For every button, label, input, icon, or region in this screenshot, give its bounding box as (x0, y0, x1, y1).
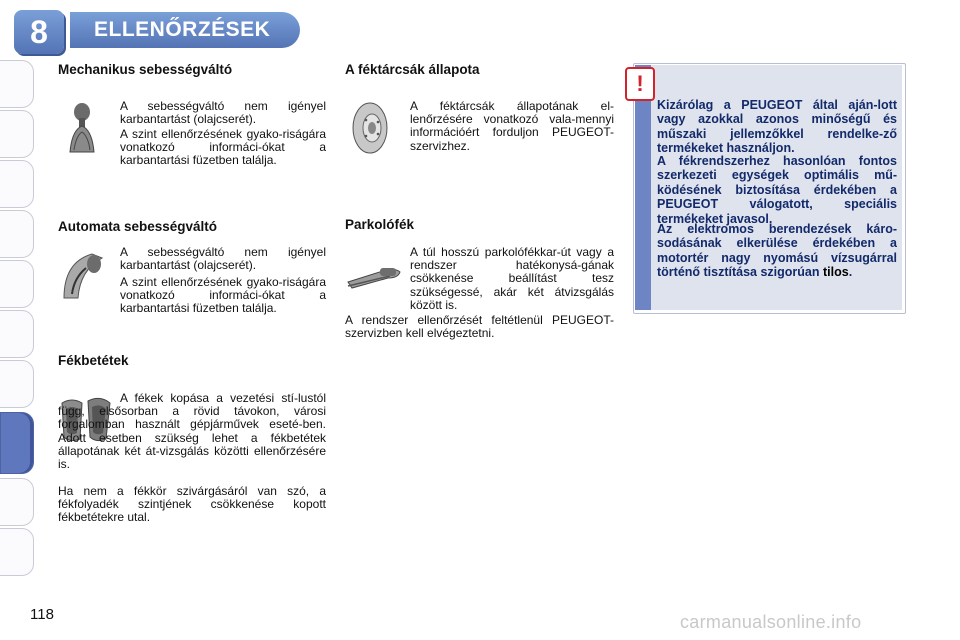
heading-brake-discs: A féktárcsák állapota (345, 62, 480, 77)
warning-exclamation-icon: ! (625, 67, 655, 101)
chapter-number-badge: 8 (14, 10, 64, 54)
brake-pads-text-1: A fékek kopása a vezetési stí-lustól függ, elsősorban a rövid távokon, városi forgalomban használt gépjárművek eseté-ben. Adott esetben szükség lehet a fékbetétek állapotának két át-vizsgálás közötti ellenőrzésére is. (58, 391, 326, 472)
warning-paragraph-3 (657, 222, 897, 280)
warning-paragraph-3-end: . (848, 265, 853, 280)
brake-pads-paragraph-2: Ha nem a fékkör szivárgásáról van szó, a fékfolyadék szintjének csökkenése kopott fékbetétekre utal. (58, 484, 326, 525)
parking-brake-paragraph-1: A túl hosszú parkolófékkar-út vagy a rendszer hatékonysá-gának csökkenése beállítást tesz szükségessé, akár két átvizsgálás között is. (410, 245, 614, 312)
automatic-gearbox-paragraph-2: A szint ellenőrzésének gyako-riságára vonatkozó informáci-ókat a karbantartási füzetben találja. (120, 275, 326, 316)
manual-gearbox-paragraph-1: A sebességváltó nem igényel karbantartást (olajcserét). (120, 99, 326, 127)
automatic-selector-icon (58, 248, 108, 304)
watermark: carmanualsonline.info (680, 612, 862, 632)
warning-paragraph-1: Kizárólag a PEUGEOT által aján-lott vagy azokkal azonos minőségű és műszaki jellemzőkkel rendelke-ző termékeket használjon. (657, 98, 897, 156)
heading-manual-gearbox: Mechanikus sebességváltó (58, 62, 233, 77)
page-number: 118 (30, 606, 54, 623)
gear-lever-icon (62, 100, 102, 156)
manual-gearbox-paragraph-2: A szint ellenőrzésének gyako-riságára vonatkozó informáci-ókat a karbantartási füzetben találja. (120, 127, 326, 168)
parking-brake-lever-icon (346, 252, 404, 292)
thumb-tab-10 (0, 528, 34, 576)
thumb-tab-5 (0, 260, 34, 308)
warning-box-strip (635, 65, 651, 310)
page-title: ELLENŐRZÉSEK (70, 12, 300, 48)
thumb-tab-9 (0, 478, 34, 526)
heading-brake-pads: Fékbetétek (58, 353, 129, 368)
brake-disc-icon (350, 100, 392, 156)
thumb-tab-1 (0, 60, 34, 108)
heading-parking-brake: Parkolófék (345, 217, 415, 232)
warning-paragraph-2: A fékrendszerhez hasonlóan fontos szerkezeti egységek optimális mű-ködésének biztosítása érdekében a PEUGEOT válogatott, speciális termékeket javasol. (657, 154, 897, 226)
thumb-tab-7 (0, 360, 34, 408)
thumb-tab-6 (0, 310, 34, 358)
brake-discs-paragraph-1: A féktárcsák állapotának el-lenőrzésére vonatkozó vala-mennyi információért forduljon PEUGEOT-szervizhez. (410, 99, 614, 153)
thumb-tab-2 (0, 110, 34, 158)
thumb-tab-4 (0, 210, 34, 258)
brake-pads-paragraph-1 (58, 392, 326, 471)
heading-automatic-gearbox: Automata sebességváltó (58, 219, 218, 234)
thumb-tab-8-active (0, 412, 34, 474)
parking-brake-paragraph-2: A rendszer ellenőrzését feltétlenül PEUGEOT-szervizben kell elvégeztetni. (345, 313, 614, 341)
thumb-tab-3 (0, 160, 34, 208)
warning-paragraph-3-text: Az elektromos berendezések káro-sodásának elkerülése érdekében a motortér nagy nyomású vízsugárral történő tisztítása szigorúan (657, 222, 897, 280)
automatic-gearbox-paragraph-1: A sebességváltó nem igényel karbantartást (olajcserét). (120, 245, 326, 273)
warning-emphasis-tilos: tilos (823, 265, 849, 280)
chapter-thumb-index (0, 60, 34, 580)
